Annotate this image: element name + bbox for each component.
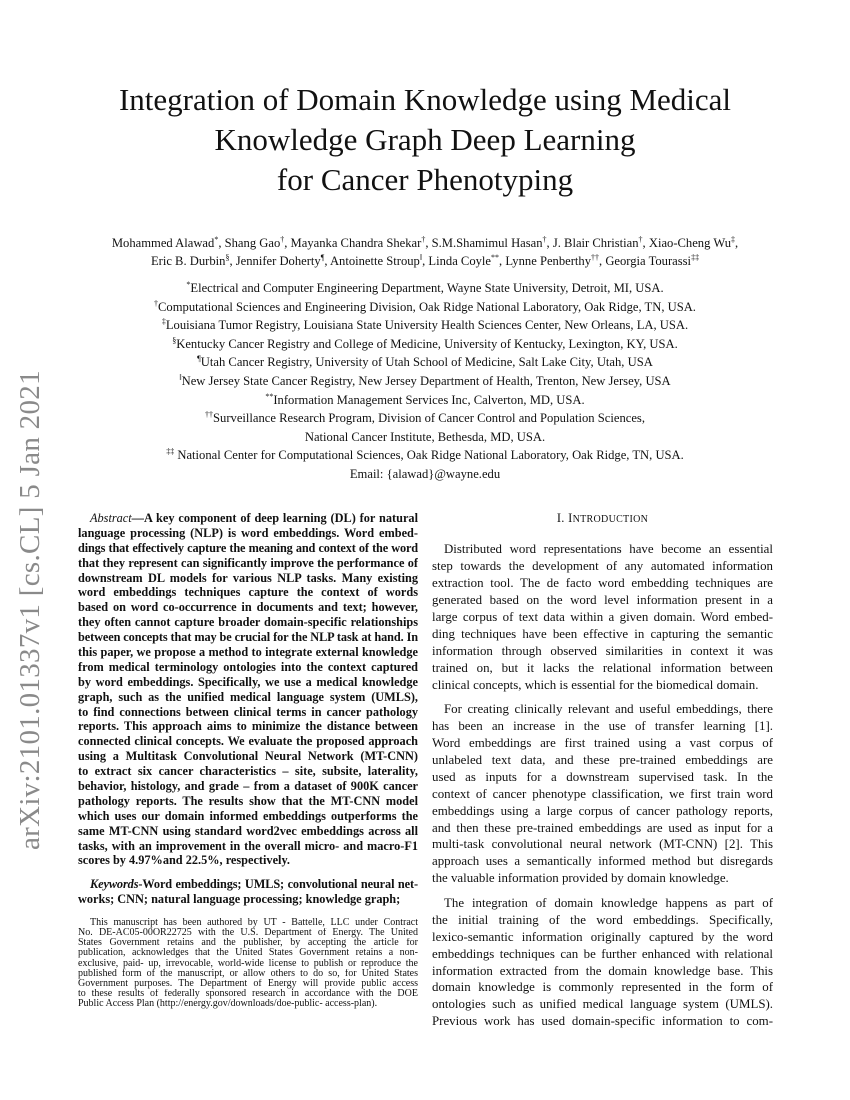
author-mark: †† — [591, 252, 600, 262]
author — [505, 254, 599, 268]
author-mark: † — [421, 234, 426, 244]
abstract-line — [78, 809, 418, 824]
author-name: Linda Coyle — [428, 254, 492, 268]
text-line: embeddings using a large corpus of cancer pathology reports, — [432, 803, 773, 818]
copyright-footnote — [78, 918, 418, 1009]
author-name: Lynne Penberthy — [505, 254, 592, 268]
text-line: extraction tool. The de facto word embedding techniques are — [432, 575, 773, 590]
text-line: ding techniques have been effective in capturing the semantic — [432, 626, 773, 641]
author — [225, 236, 285, 250]
affiliation-text: Surveillance Research Program, Division of Cancer Control and Population Sciences, — [213, 411, 645, 426]
abstract-line — [78, 585, 418, 600]
author-name: Mohammed Alawad — [111, 236, 215, 250]
text-line: information through observed similarities in context it was — [432, 643, 773, 658]
abstract-text: scores by 4.97%and 22.5%, respectively. — [78, 853, 291, 868]
footnote-line: Public Access Plan (http://energy.gov/downloads/doe-public- access-plan). — [78, 999, 378, 1010]
author-name: Shang Gao — [224, 236, 281, 250]
abstract-label: Abstract — [90, 511, 132, 525]
affiliation-line — [40, 298, 810, 317]
abstract-line — [78, 645, 418, 660]
affiliation-text: Kentucky Cancer Registry and College of Medicine, University of Kentucky, Lexington, KY, USA. — [176, 336, 678, 351]
abstract-text: from medical terminology ontologies into the context captured — [78, 659, 418, 674]
affiliation-text: Electrical and Computer Engineering Department, Wayne State University, Detroit, MI, USA. — [190, 281, 664, 295]
author-name: Jennifer Doherty — [235, 254, 321, 268]
text-line: lexico-semantic information originally captured by the word — [432, 929, 773, 944]
abstract-line — [78, 556, 418, 571]
affiliation-line — [40, 372, 810, 391]
abstract-line — [78, 675, 418, 690]
affiliation-line — [40, 279, 810, 298]
affiliation-line — [40, 335, 810, 354]
affiliation-line — [40, 465, 810, 484]
text-line: step towards the development of any automated information — [432, 558, 773, 573]
author-mark: † — [542, 234, 547, 244]
author-name: Eric B. Durbin — [150, 254, 226, 268]
footnote-line: to these results of federally sponsored research in accordance with the DOE — [78, 988, 418, 999]
abstract-line — [78, 660, 418, 675]
title-line: Integration of Domain Knowledge using Medical — [118, 82, 732, 117]
author — [236, 254, 325, 268]
author-list — [40, 234, 810, 270]
affiliation-mark: †† — [205, 409, 214, 419]
text-line: Distributed word representations have become an essential — [444, 542, 773, 556]
affiliation-mark: † — [154, 298, 159, 308]
text-line: embeddings techniques can be further enhanced with relational — [432, 946, 773, 961]
abstract-line — [78, 824, 418, 839]
keywords-line — [78, 892, 418, 907]
keywords-text: -Word embeddings; UMLS; convolutional neural net- — [138, 877, 418, 891]
affiliations — [40, 279, 810, 484]
affiliation-mark: ‡‡ — [166, 447, 175, 457]
abstract-text: graph, such as the unified medical language system (UMLS), — [78, 689, 418, 704]
text-line: information extracted from the domain knowledge base. This — [432, 963, 773, 978]
text-line: large corpus of text data within a given domain. Word embed- — [432, 609, 773, 624]
abstract-text: downstream DL models for various NLP tasks. Many existing — [78, 570, 418, 585]
author-mark: ** — [491, 252, 500, 262]
footnote-line: This manuscript has been authored by UT - Battelle, LLC under Contract — [90, 918, 418, 928]
affiliation-line — [40, 428, 810, 447]
section-title-first: I — [568, 511, 573, 525]
abstract-text: tasks, with an improvement in the overall micro- and macro-F1 — [78, 838, 418, 853]
keywords-text: works; CNN; natural language processing; knowledge graph; — [78, 891, 401, 906]
abstract-text: word embeddings techniques capture the context of words — [78, 585, 418, 600]
abstract-line — [78, 794, 418, 809]
abstract-text: by word embeddings. Specifically, we use a medical knowledge — [78, 674, 418, 689]
text-line: Word embeddings are first trained using a vast corpus of — [432, 735, 773, 750]
text-line: the initial training of the word embeddings. Specifically, — [432, 912, 773, 927]
abstract-text: dings that effectively capture the meaning and context of the word — [78, 540, 418, 555]
abstract-text: connected clinical concepts. We evaluate the proposed approach — [78, 734, 418, 749]
author-mark: † — [280, 234, 285, 244]
abstract-line — [78, 764, 418, 779]
author — [553, 236, 643, 250]
abstract-text: language processing (NLP) is word embeddings. Word embed- — [78, 525, 418, 540]
abstract-line — [78, 511, 418, 526]
text-line: domain knowledge is commonly represented in the form of — [432, 980, 773, 995]
affiliation-mark: ¶ — [197, 354, 201, 364]
abstract-line — [78, 779, 418, 794]
affiliation-mark: § — [172, 335, 177, 345]
affiliation-text: National Cancer Institute, Bethesda, MD, USA. — [304, 429, 546, 444]
arxiv-watermark: arXiv:2101.01337v1 [cs.CL] 5 Jan 2021 — [14, 370, 46, 850]
affiliation-text: Information Management Services Inc, Calverton, MD, USA. — [273, 392, 585, 407]
abstract-text: same MT-CNN using standard word2vec embeddings across all — [78, 823, 418, 838]
affiliation-text: Computational Sciences and Engineering Division, Oak Ridge National Laboratory, Oak Ridge, TN, USA. — [158, 299, 696, 314]
affiliation-mark: ** — [265, 391, 274, 401]
affiliation-line — [40, 316, 810, 335]
text-line: trained on, but it lacks the relational information between — [432, 660, 773, 675]
abstract-line — [78, 615, 418, 630]
footnote-line: Government purposes. The Department of Energy will provide public access — [78, 978, 418, 989]
author-mark: § — [225, 252, 230, 262]
affiliation-mark: ‖ — [179, 372, 182, 382]
abstract-line — [78, 705, 418, 720]
text-line: For creating clinically relevant and useful embeddings, there — [444, 701, 773, 716]
text-line: has been an increase in the use of transfer learning [1]. — [432, 718, 773, 733]
author-mark: * — [214, 234, 219, 244]
abstract-line — [78, 571, 418, 586]
affiliation-text: National Center for Computational Sciences, Oak Ridge National Laboratory, Oak Ridge, TN, USA. — [174, 448, 684, 463]
author-row: Mohammed Alawad*, Shang Gao†, Mayanka Chandra Shekar†, S.M.Shamimul Hasan†, J. Blair Christian†, Xiao-Cheng Wu‡, — [111, 234, 739, 250]
affiliation-line — [40, 446, 810, 465]
abstract-line — [78, 541, 418, 556]
footnote-line: published form of the manuscript, or allow others to do so, for United States — [78, 968, 418, 979]
footnote-line: publication, acknowledges that the United States Government retains a non- — [78, 948, 418, 959]
affiliation-line — [40, 409, 810, 428]
text-line: multi-task convolutional neural network (MT-CNN) [2]. This — [432, 837, 773, 852]
abstract-text: to find connections between clinical terms in cancer pathology — [78, 704, 418, 719]
text-line: the valuable information provided by domain knowledge. — [432, 871, 729, 886]
affiliation-text: Louisiana Tumor Registry, Louisiana State University Health Sciences Center, New Orleans, LA, USA. — [165, 318, 689, 333]
author-name: Antoinette Stroup — [329, 254, 420, 268]
author-mark: ‖ — [419, 252, 423, 262]
author-mark: † — [638, 234, 643, 244]
introduction-body — [432, 541, 773, 1038]
text-line: generated based on the word level information present in a — [432, 592, 773, 607]
abstract-text: which uses our domain informed embeddings outperforms the — [78, 808, 418, 823]
affiliation-text: New Jersey State Cancer Registry, New Jersey Department of Health, Trenton, New Jersey, USA — [181, 373, 671, 388]
author — [428, 254, 499, 268]
text-line: clinical concepts, which is essential for the biomedical domain. — [432, 677, 759, 692]
abstract-line — [78, 630, 418, 645]
author — [291, 236, 426, 250]
abstract-text: to extract six cancer characteristics – site, subsite, laterality, — [78, 764, 418, 779]
author — [112, 236, 218, 250]
title-line: Knowledge Graph Deep Learning — [214, 122, 636, 157]
text-line: unlabeled text data, and these pre-trained embeddings are — [432, 752, 773, 767]
footnote-line: No. DE-AC05-00OR22725 with the U.S. Department of Energy. The United — [78, 928, 418, 939]
paper-title — [0, 80, 850, 200]
abstract-text: using a Multitask Convolutional Neural Network (MT-CNN) — [78, 749, 418, 764]
abstract-line — [78, 749, 418, 764]
abstract — [78, 511, 418, 868]
abstract-line — [78, 853, 418, 868]
keywords-label: Keywords — [90, 877, 139, 891]
affiliation-line — [40, 353, 810, 372]
abstract-text: between concepts that may be crucial for the NLP task at hand. In — [78, 630, 418, 645]
paragraph — [432, 895, 773, 1031]
affiliation-text: Utah Cancer Registry, University of Utah School of Medicine, Salt Lake City, Utah, USA — [200, 355, 653, 370]
abstract-text: based on word co-occurrence in documents and text; however, — [78, 600, 418, 615]
abstract-line — [78, 690, 418, 705]
keywords — [78, 877, 418, 907]
text-line: The integration of domain knowledge happens as part of — [444, 895, 773, 910]
author — [605, 254, 699, 268]
author-name: S.M.Shamimul Hasan — [431, 236, 543, 250]
text-line: Previous work has used domain-specific information to com- — [432, 1014, 773, 1029]
abstract-text: —A key component of deep learning (DL) for natural — [131, 511, 418, 525]
keywords-line — [78, 877, 418, 892]
author-name: J. Blair Christian — [552, 236, 639, 250]
text-line: and then these pre-trained embeddings are used as input for a — [432, 820, 773, 835]
text-line: context of cancer phenotype classification, we first train word — [432, 786, 773, 801]
abstract-text: behavior, histology, and grade – from a dataset of 900K cancer — [78, 779, 418, 794]
section-number: I. — [556, 511, 569, 525]
abstract-text: they often cannot capture broader domain-specific relationships — [78, 615, 418, 630]
footnote-line: States Government retains and the publisher, by accepting the article for — [78, 938, 418, 949]
author-row: Eric B. Durbin§, Jennifer Doherty¶, Antoinette Stroup‖, Linda Coyle**, Lynne Penberthy††, Georgia Tourassi‡‡ — [150, 252, 700, 268]
author-name: Mayanka Chandra Shekar — [290, 236, 422, 250]
text-line: approach uses a semantically informed method but disregards — [432, 854, 773, 869]
affiliation-mark: * — [186, 279, 191, 289]
affiliation-line — [40, 391, 810, 410]
abstract-text: this paper, we propose a method to integrate external knowledge — [78, 645, 418, 660]
author — [432, 236, 547, 250]
footnote-line: exclusive, paid- up, irrevocable, world-wide license to publish or reproduce the — [78, 958, 418, 969]
author — [151, 254, 230, 268]
abstract-text: that they represent can significantly improve the performance of — [78, 555, 418, 570]
affiliation-text: Email: {alawad}@wayne.edu — [349, 466, 501, 481]
paragraph — [432, 701, 773, 887]
abstract-text: reports. This approach aims to minimize the distance between — [78, 719, 418, 734]
author-mark: ‡‡ — [691, 252, 700, 262]
affiliation-mark: ‡ — [161, 317, 166, 326]
abstract-text: pathology reports. The results show that the MT-CNN model — [78, 793, 418, 808]
section-title-rest: NTRODUCTION — [572, 514, 649, 525]
author — [649, 236, 735, 250]
author-name: Xiao-Cheng Wu — [648, 236, 731, 250]
section-heading-introduction — [432, 511, 773, 526]
author-name: Georgia Tourassi — [605, 254, 692, 268]
author-mark: ‡ — [731, 234, 735, 244]
author-mark: ¶ — [320, 252, 325, 262]
abstract-line — [78, 839, 418, 854]
abstract-line — [78, 600, 418, 615]
author — [330, 254, 422, 268]
abstract-line — [78, 734, 418, 749]
text-line: ontologies such as unified medical language system (UMLS). — [432, 997, 773, 1012]
abstract-line — [78, 719, 418, 734]
abstract-line — [78, 526, 418, 541]
title-line: for Cancer Phenotyping — [276, 162, 574, 197]
text-line: used as inputs for a downstream supervised task. In the — [432, 769, 773, 784]
paragraph — [432, 541, 773, 693]
